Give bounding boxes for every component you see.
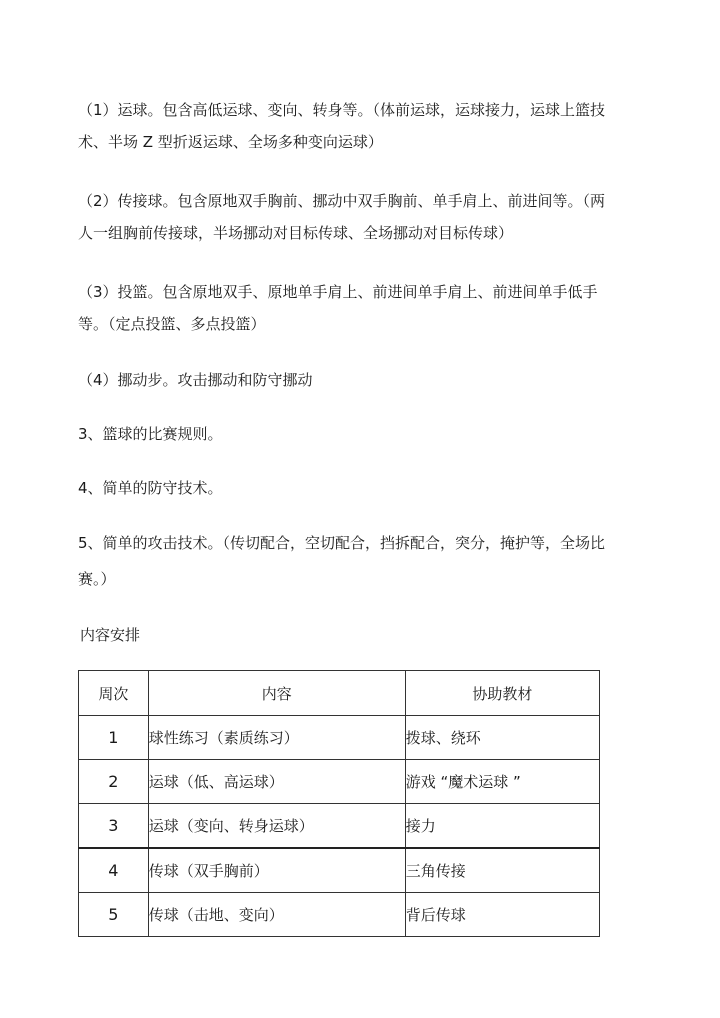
paragraph-defense: 4、简单的防守技术。 [78,479,223,497]
paragraph-shooting: （3）投篮。包含原地双手、原地单手肩上、前进间单手肩上、前进间单手低手等。（定点投篮、多点投篮） [78,283,598,333]
table-row [79,893,600,937]
cell-week: 5 [79,893,149,937]
header-aux: 协助教材 [405,671,599,716]
cell-week: 3 [79,804,149,849]
cell-aux: 接力 [405,804,599,849]
table-row [79,760,600,804]
paragraph-dribbling: （1）运球。包含高低运球、变向、转身等。（体前运球，运球接力，运球上篮技术、半场 Z 型折返运球、全场多种变向运球） [78,101,606,151]
paragraph-offense: 5、简单的攻击技术。（传切配合，空切配合，挡拆配合，突分，掩护等，全场比赛。） [78,534,606,588]
cell-aux: 拨球、绕环 [405,716,599,760]
cell-content: 运球（变向、转身运球） [148,804,405,849]
table-row [79,848,600,893]
cell-week: 1 [79,716,149,760]
paragraph-rules: 3、篮球的比赛规则。 [78,425,223,443]
table-row [79,804,600,849]
cell-week: 4 [79,848,149,893]
header-week: 周次 [79,671,149,716]
table-header-row [79,671,600,716]
cell-content: 传球（击地、变向） [148,893,405,937]
cell-content: 运球（低、高运球） [148,760,405,804]
cell-content: 传球（双手胸前） [148,848,405,893]
cell-aux: 三角传接 [405,848,599,893]
cell-aux: 背后传球 [405,893,599,937]
cell-week: 2 [79,760,149,804]
section-title: 内容安排 [80,626,141,644]
schedule-table [78,670,600,937]
header-content: 内容 [148,671,405,716]
paragraph-passing: （2）传接球。包含原地双手胸前、挪动中双手胸前、单手肩上、前进间等。（两人一组胸前传接球，半场挪动对目标传球、全场挪动对目标传球） [78,192,606,242]
cell-content: 球性练习（素质练习） [148,716,405,760]
table-row [79,716,600,760]
paragraph-footwork: （4）挪动步。攻击挪动和防守挪动 [78,371,313,389]
cell-aux: 游戏 “魔术运球 ” [405,760,599,804]
